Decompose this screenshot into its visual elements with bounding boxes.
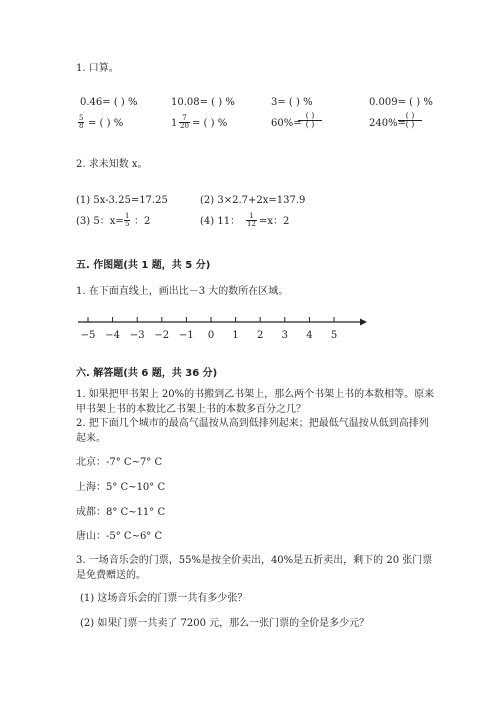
city-chengdu: 成都：8° C~11° C	[76, 507, 166, 518]
section-6-q3-part-2: (2) 如果门票一共卖了 7200 元，那么一张门票的全价是多少元？	[80, 618, 370, 629]
q1-item-5-tail: = ( ) %	[88, 118, 124, 129]
q1-frac-5-8	[78, 115, 84, 130]
number-line-label: −4	[105, 330, 120, 341]
section-6-q1: 1. 如果把甲书架上 20%的书搬到乙书架上，那么两个书架上书的本数相等。原来甲书架上书的本数比乙书架上书的本数多百分之几？	[76, 389, 435, 415]
section-5-q1: 1. 在下面直线上，画出比－3 大的数所在区域。	[76, 286, 289, 297]
q2-eq-2: (2) 3×2.7+2x=137.9	[200, 195, 306, 206]
number-line-label: 2	[257, 330, 264, 341]
q1-item-8-head: 240%=	[369, 118, 406, 129]
fraction-denominator: ( )	[305, 120, 315, 129]
section-5-heading: 五. 作图题(共 1 题，共 5 分)	[76, 260, 211, 271]
q2-eq-3-fraction	[124, 213, 130, 228]
fraction-denominator: ( )	[405, 120, 415, 129]
section-6-q3: 3. 一场音乐会的门票，55%是按全价卖出，40%是五折卖出，剩下的 20 张门票是免费赠送的。	[76, 555, 433, 581]
city-tangshan: 唐山：-5° C~6° C	[76, 531, 163, 542]
q2-eq-4-head: (4) 11：	[200, 216, 241, 227]
number-line-label: −1	[179, 330, 194, 341]
q2-eq-4-fraction	[246, 213, 257, 228]
q1-item-3: 3= ( ) %	[271, 97, 313, 108]
number-line-label: 4	[306, 330, 313, 341]
number-line-label: −2	[154, 330, 170, 341]
city-shanghai: 上海：5° C~10° C	[76, 482, 166, 493]
q1-item-1: 0.46= ( ) %	[80, 97, 138, 108]
fraction-denominator: 20	[180, 122, 189, 130]
fraction-numerator: ( )	[405, 111, 415, 120]
q1-item-7-head: 60%=	[271, 118, 302, 129]
q1-frac-7-20	[179, 115, 190, 130]
fraction-numerator: 5	[79, 114, 84, 122]
city-beijing: 北京：-7° C~7° C	[76, 457, 163, 468]
q2-eq-1: (1) 5x-3.25=17.25	[76, 195, 168, 206]
q1-item-6-whole: 1	[171, 118, 178, 129]
q1-item-4: 0.009= ( ) %	[369, 97, 433, 108]
q2-eq-3-tail: ：2	[134, 216, 151, 227]
section-6-heading: 六. 解答题(共 6 题，共 36 分)	[76, 368, 218, 379]
fraction-denominator: 8	[79, 122, 84, 130]
fraction-denominator: 12	[247, 220, 256, 228]
fraction-denominator: 5	[125, 220, 130, 228]
number-line-label: −5	[80, 330, 96, 341]
number-line-label: 0	[207, 330, 215, 341]
number-line-label: −3	[129, 330, 145, 341]
q1-item-2: 10.08= ( ) %	[171, 97, 235, 108]
q1-item-6-tail: = ( ) %	[192, 118, 228, 129]
q1-title: 1. 口算。	[76, 63, 119, 74]
q1-item-8-fraction	[398, 112, 422, 129]
section-6-q3-part-1: (1) 这场音乐会的门票一共有多少张？	[80, 593, 248, 604]
q2-title: 2. 求未知数 x。	[76, 159, 148, 170]
fraction-numerator: 1	[125, 212, 130, 220]
fraction-numerator: 1	[249, 212, 254, 220]
number-line-arrow	[360, 319, 367, 326]
number-line-label: 3	[281, 330, 288, 341]
fraction-numerator: 7	[182, 114, 187, 122]
fraction-numerator: ( )	[305, 111, 315, 120]
number-line	[70, 310, 370, 346]
number-line-label: 5	[330, 330, 338, 341]
section-6-q2: 2. 把下面几个城市的最高气温按从高到低排列起来；把最低气温按从低到高排列起来。	[76, 418, 429, 444]
q1-item-7-fraction	[298, 112, 322, 129]
number-line-label: 1	[232, 330, 239, 341]
q2-eq-4-tail: =x：2	[259, 216, 290, 227]
q2-eq-3-head: (3) 5：x=	[76, 216, 124, 227]
